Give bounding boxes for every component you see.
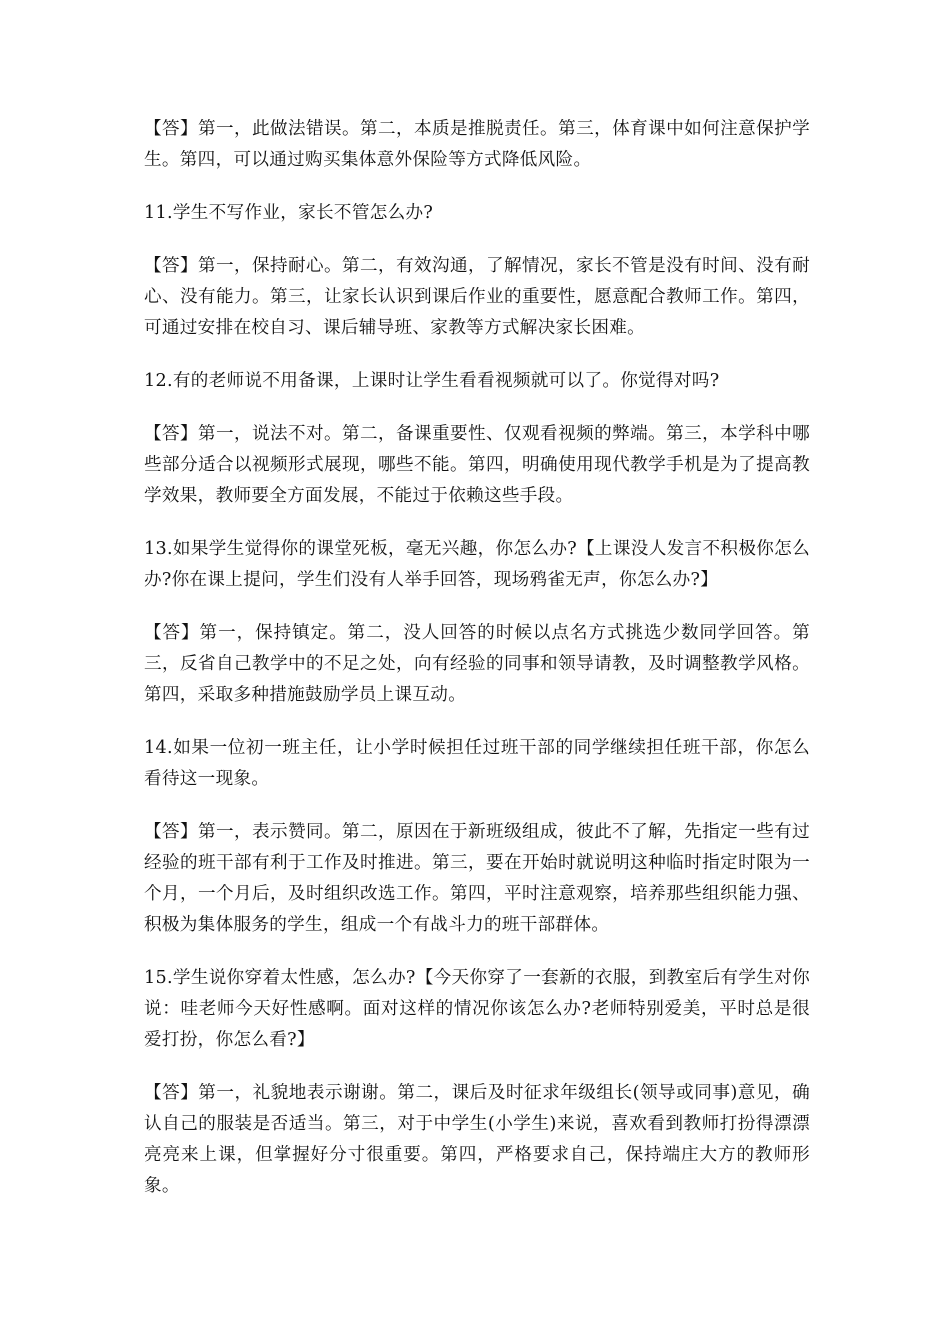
answer-paragraph: 【答】第一，保持镇定。第二，没人回答的时候以点名方式挑选少数同学回答。第三，反省自己教学中的不足之处，向有经验的同事和领导请教，及时调整教学风格。第四，采取多种措施鼓励学员上课互动。 [144, 623, 810, 705]
question-heading-15: 15.学生说你穿着太性感，怎么办?【今天你穿了一套新的衣服，到教室后有学生对你说：哇老师今天好性感啊。面对这样的情况你该怎么办?老师特别爱美，平时总是很爱打扮，你怎么看?】 [144, 968, 810, 1050]
answer-paragraph: 【答】第一，保持耐心。第二，有效沟通，了解情况，家长不管是没有时间、没有耐心、没有能力。第三，让家长认识到课后作业的重要性，愿意配合教师工作。第四，可通过安排在校自习、课后辅导班、家教等方式解决家长困难。 [144, 256, 810, 338]
answer-paragraph: 【答】第一，表示赞同。第二，原因在于新班级组成，彼此不了解，先指定一些有过经验的班干部有利于工作及时推进。第三，要在开始时就说明这种临时指定时限为一个月，一个月后，及时组织改选工作。第四，平时注意观察，培养那些组织能力强、积极为集体服务的学生，组成一个有战斗力的班干部群体。 [144, 822, 810, 935]
question-heading-14: 14.如果一位初一班主任，让小学时候担任过班干部的同学继续担任班干部，你怎么看待这一现象。 [144, 738, 810, 789]
question-heading-11: 11.学生不写作业，家长不管怎么办? [144, 203, 434, 223]
answer-paragraph: 【答】第一，此做法错误。第二，本质是推脱责任。第三，体育课中如何注意保护学生。第四，可以通过购买集体意外保险等方式降低风险。 [144, 119, 810, 170]
question-heading-13: 13.如果学生觉得你的课堂死板，毫无兴趣，你怎么办?【上课没人发言不积极你怎么办?你在课上提问，学生们没有人举手回答，现场鸦雀无声，你怎么办?】 [144, 539, 810, 590]
question-heading-12: 12.有的老师说不用备课，上课时让学生看看视频就可以了。你觉得对吗? [144, 371, 720, 391]
answer-paragraph: 【答】第一，说法不对。第二，备课重要性、仅观看视频的弊端。第三，本学科中哪些部分适合以视频形式展现，哪些不能。第四，明确使用现代教学手机是为了提高教学效果，教师要全方面发展，不能过于依赖这些手段。 [144, 424, 810, 506]
document-page [144, 114, 810, 1224]
answer-paragraph: 【答】第一，礼貌地表示谢谢。第二，课后及时征求年级组长(领导或同事)意见，确认自己的服装是否适当。第三，对于中学生(小学生)来说，喜欢看到教师打扮得漂漂亮亮来上课，但掌握好分寸很重要。第四，严格要求自己，保持端庄大方的教师形象。 [144, 1083, 810, 1196]
